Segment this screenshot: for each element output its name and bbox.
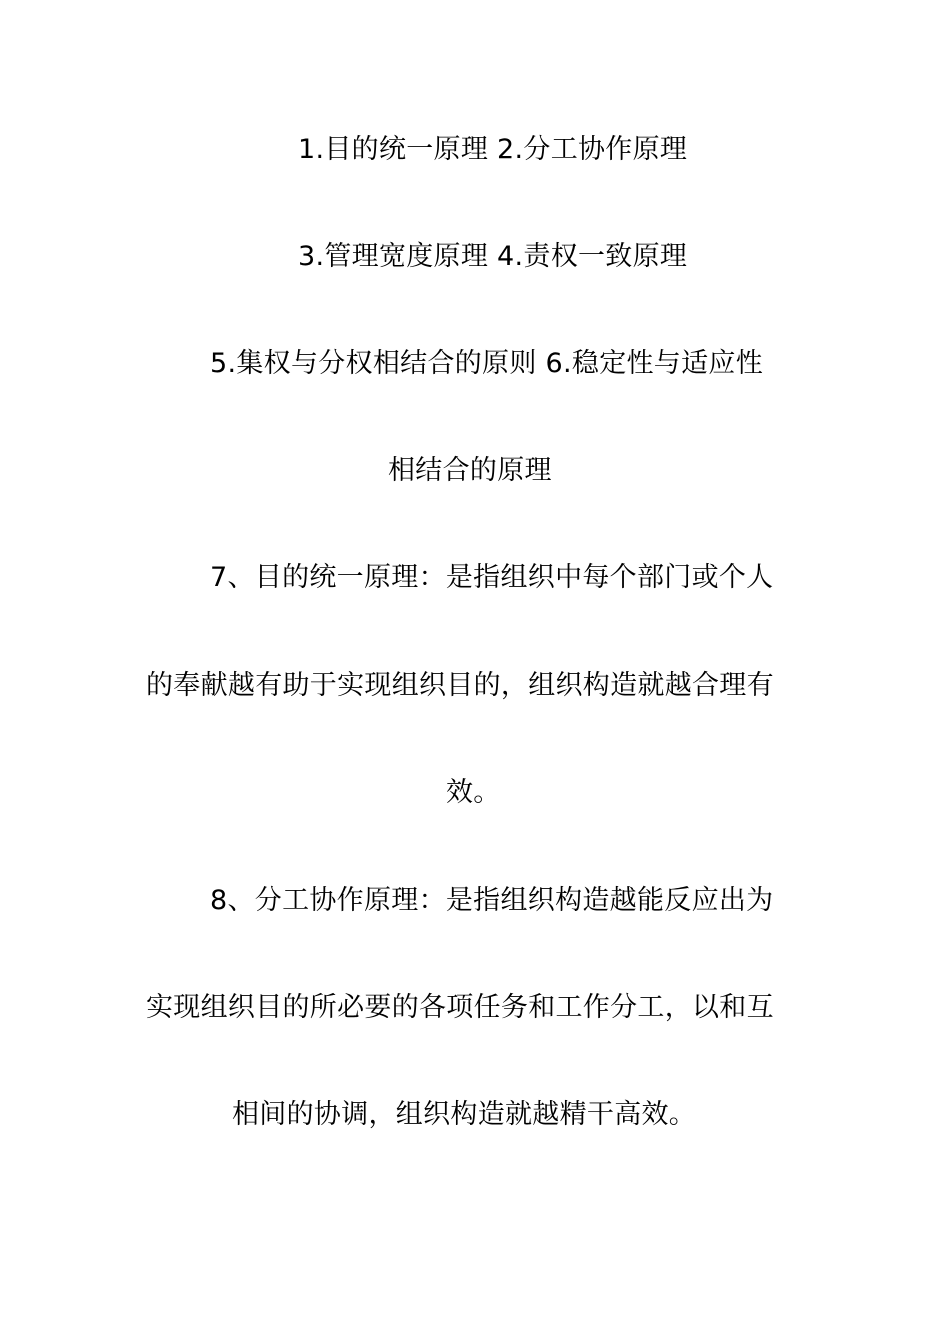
principles-row-3 xyxy=(0,344,950,384)
paragraph-7-line-3-text: 效。 xyxy=(446,777,501,808)
paragraph-7-line-1 xyxy=(0,558,950,598)
principles-row-1 xyxy=(0,130,950,170)
paragraph-8-line-1-text: 8、分工协作原理：是指组织构造越能反应出为 xyxy=(210,885,774,916)
principles-row-4 xyxy=(0,451,950,491)
principles-row-4-text: 相结合的原理 xyxy=(388,455,552,486)
paragraph-7-line-1-text: 7、目的统一原理：是指组织中每个部门或个人 xyxy=(210,562,774,593)
principles-row-2 xyxy=(0,237,950,277)
principles-row-1-text: 1.目的统一原理 2.分工协作原理 xyxy=(298,134,688,165)
paragraph-7-line-2-text: 的奉献越有助于实现组织目的，组织构造就越合理有 xyxy=(146,670,774,701)
paragraph-7-line-2 xyxy=(0,666,950,706)
paragraph-8-line-3-text: 相间的协调，组织构造就越精干高效。 xyxy=(232,1099,697,1130)
paragraph-8-line-2-text: 实现组织目的所必要的各项任务和工作分工，以和互 xyxy=(146,992,774,1023)
principles-row-2-text: 3.管理宽度原理 4.责权一致原理 xyxy=(298,241,688,272)
paragraph-8-line-2 xyxy=(0,988,950,1028)
principles-row-3-text: 5.集权与分权相结合的原则 6.稳定性与适应性 xyxy=(210,348,764,379)
paragraph-8-line-1 xyxy=(0,881,950,921)
paragraph-7-line-3 xyxy=(0,773,950,813)
paragraph-8-line-3 xyxy=(0,1095,950,1135)
